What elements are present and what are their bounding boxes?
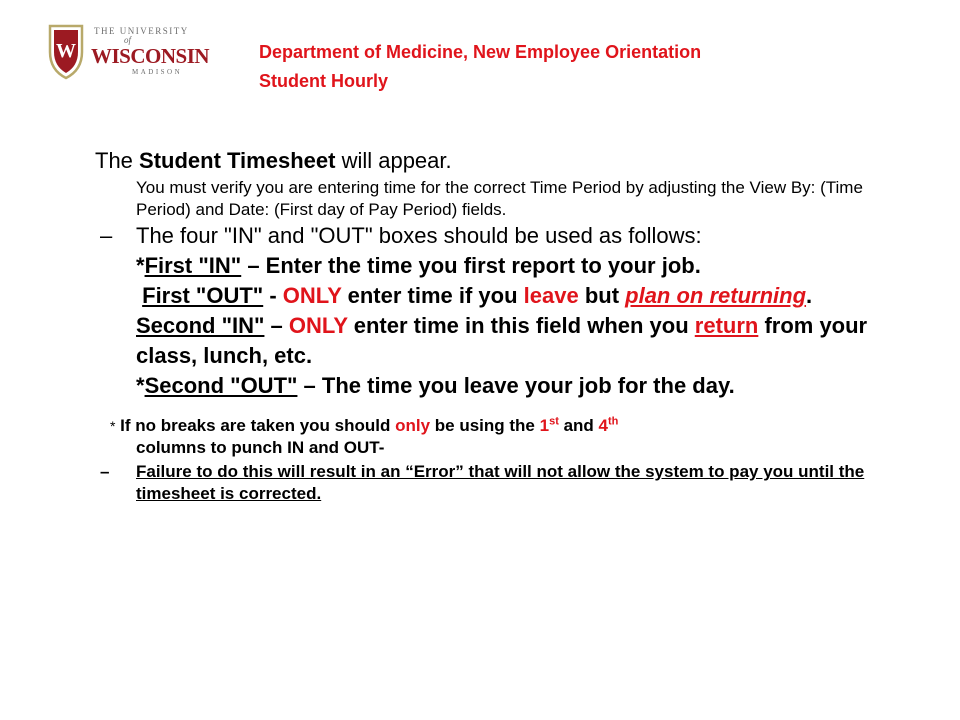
first-out-t2: but xyxy=(578,283,626,308)
second-in-return: return xyxy=(694,313,759,338)
first-out-end: . xyxy=(806,283,813,308)
note-n1: 1 xyxy=(539,416,550,435)
logo-madison: MADISON xyxy=(132,68,183,76)
first-in-line xyxy=(136,251,916,281)
first-in-label: First "IN" xyxy=(144,253,242,278)
verify-text: You must verify you are entering time for the correct Time Period by adjusting the View By: (Time Period) and Date: (First day of Pay Period) fields. xyxy=(136,178,863,219)
failure-text: Failure to do this will result in an “Error” that will not allow the system to pay you until the timesheet is corrected. xyxy=(136,462,865,503)
first-out-t1: enter time if you xyxy=(341,283,524,308)
intro-pre: The xyxy=(95,148,140,173)
first-out-plan: plan on returning xyxy=(625,283,807,308)
uw-madison-logo xyxy=(46,22,210,82)
first-in-star: * xyxy=(136,253,145,278)
intro-line xyxy=(95,148,915,174)
logo-of: of xyxy=(124,35,132,45)
crest-icon xyxy=(46,22,86,80)
slide-header xyxy=(259,38,701,96)
boxes-intro-text: The four "IN" and "OUT" boxes should be used as follows: xyxy=(136,223,702,248)
note-continued: columns to punch IN and OUT- xyxy=(136,438,385,457)
second-in-sep: – xyxy=(264,313,289,338)
note-n2: 4 xyxy=(598,416,608,435)
no-breaks-note xyxy=(110,415,915,437)
dash-bullet: – xyxy=(100,462,110,481)
box-instructions xyxy=(136,251,916,401)
first-out-sep: - xyxy=(263,283,283,308)
first-in-text: – Enter the time you first report to your job. xyxy=(241,253,701,278)
first-out-leave: leave xyxy=(523,283,579,308)
note-only: only xyxy=(395,416,431,435)
note-s1: st xyxy=(549,415,559,428)
header-line-1: Department of Medicine, New Employee Orientation xyxy=(259,42,702,62)
second-in-line xyxy=(136,311,916,371)
note-s2: th xyxy=(608,415,619,428)
second-out-label: Second "OUT" xyxy=(144,373,298,398)
failure-warning xyxy=(95,461,915,505)
second-out-star: * xyxy=(136,373,145,398)
boxes-intro xyxy=(95,221,915,251)
first-out-line xyxy=(136,281,916,311)
intro-post: will appear. xyxy=(335,148,452,173)
second-in-t2: from your class, lunch, etc. xyxy=(136,313,868,368)
second-out-line xyxy=(136,371,916,401)
note-t3: and xyxy=(558,416,599,435)
first-out-only: ONLY xyxy=(282,283,342,308)
second-in-label: Second "IN" xyxy=(136,313,265,338)
second-out-text: – The time you leave your job for the day. xyxy=(297,373,735,398)
logo-wisconsin: WISCONSIN xyxy=(91,44,210,68)
slide-body xyxy=(95,148,915,505)
dash-bullet: – xyxy=(100,223,113,248)
first-out-label: First "OUT" xyxy=(142,283,264,308)
crest-letter: W xyxy=(56,40,76,62)
logo-university: THE UNIVERSITY xyxy=(94,26,189,36)
note-t2: be using the xyxy=(430,416,540,435)
note-star: * xyxy=(110,418,116,434)
note-t1: If no breaks are taken you should xyxy=(115,416,396,435)
second-in-t1: enter time in this field when you xyxy=(347,313,695,338)
intro-bold: Student Timesheet xyxy=(139,148,336,173)
second-in-only: ONLY xyxy=(288,313,348,338)
header-line-2: Student Hourly xyxy=(259,71,388,91)
